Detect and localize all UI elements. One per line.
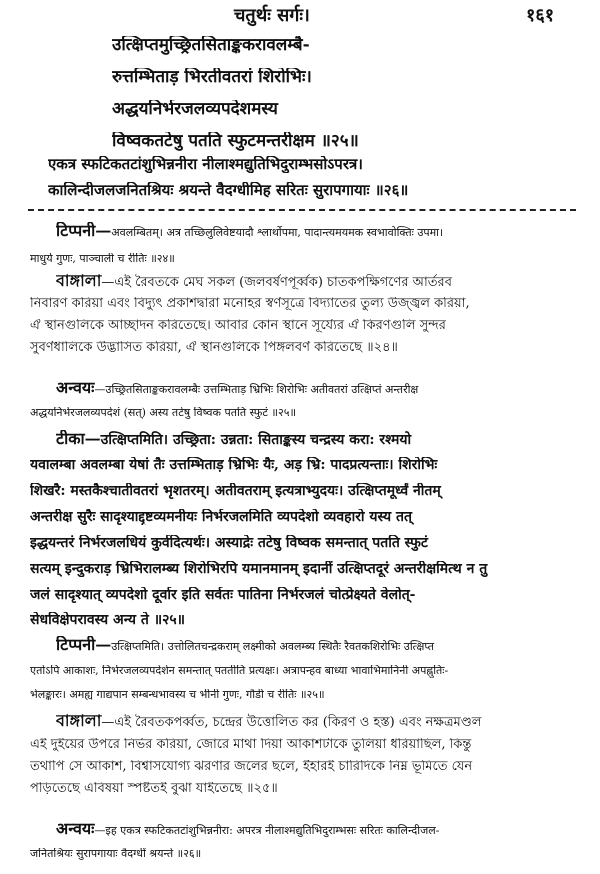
page-header	[0, 4, 600, 32]
anvaya-label: अन्वयः	[56, 379, 95, 397]
tika-line	[56, 430, 596, 448]
tippani-line	[56, 222, 596, 240]
bangla-line: সুবর্ণধালিকে উদ্ভাসিত করিয়া, ঐ স্থানগুলিকে পিঙ্গলবর্ণ করিতেছে ॥২৪॥	[30, 341, 398, 355]
page-number: १६१	[526, 5, 555, 26]
anvaya-line	[56, 820, 596, 838]
tika-line: अन्तरीक्ष सुरैः सादृश्याद्दृष्टव्यमनीयः निर्भरजलमिति व्यपदेशो व्यवहारो यस्य तत्	[30, 509, 412, 525]
bangla-line: পড়িতেছে এবিষয়া স্পষ্টতই বুঝা যাইতেছে ॥২৫॥	[30, 782, 278, 796]
bangla-label: বাঙ্গালা	[56, 712, 102, 730]
chapter-title: चतुर्थः सर्गः।	[234, 5, 310, 26]
verse-line: उत्क्षिप्तमुच्छ्रितसिताङ्ककरावलम्बै-	[112, 36, 310, 55]
bangla-line	[56, 712, 596, 731]
tippani-line: एतोऽपि आकाशः, निर्भरजलव्यपदेशेन समन्तात् पततीति प्रत्यक्षः। अत्रापन्हव बाध्या भावाभिमानिनी अपह्नुतिः-	[30, 665, 449, 677]
tika-line: जलं सादृश्यात् व्यपदेशो दूर्वार इति सर्वतः पातिना निर्भरजलं चोत्प्रेक्ष्यते वेलोत्-	[30, 587, 416, 603]
anvaya-line	[56, 379, 596, 397]
tika-line: यवालम्बा अवलम्बा येषां तैः उत्तम्भिताड़ भ्रिभिः यैः, अड़ भ्रि: पादप्रत्यन्ताः। शिरोभिः	[30, 457, 438, 473]
bangla-line: নিবারণ করিয়া এবং বিদ্যুৎ প্রকাশদ্বারা মনোহর স্বর্ণসূত্রে বিদ্যাতের তুল্য উজ্জ্বল করিয়া,	[30, 297, 470, 311]
bangla-text: —এই রৈবতকে মেঘ সকল (জলবর্ষণপূর্ব্বক) চাতকপক্ষিগণের আর্তরব	[101, 275, 452, 290]
bangla-line: ঐ স্থানগুলিকে আচ্ছাদন করিতেছে। আবার কোন স্থানে সূর্য্যের ঐ কিরণগুলি সুন্দর	[30, 319, 446, 333]
tippani-line: भेलङ्कारः। अमह्य गाद्यपान सम्बन्धभावस्य च भीनी गुणः, गौडी च रीतिः ॥२५॥	[30, 689, 325, 701]
bangla-label: বাঙ্গালা	[56, 272, 102, 290]
tika-label: टीका—	[56, 430, 101, 448]
tika-line: इद्धयन्तरं निर्भरजलधियं कुर्वदित्यर्थः। अस्याद्रेः तटेषु विष्वक समन्तात् पतति स्फुटं	[30, 535, 428, 551]
tika-line: सेधविक्षेपरावस्य अन्य ते ॥२५॥	[30, 612, 186, 628]
tippani-text: अवलम्बितम्। अत्र तच्छिलुलिवेष्टयादौ श्लार्थोपमा, पादान्त्यमयमक स्वभावोक्तिः उपमा।	[111, 226, 444, 239]
tippani-line	[56, 636, 596, 654]
tippani-label: टिप्पनी—	[56, 636, 112, 654]
tippani-text: उत्क्षिप्तमिति। उत्तोलितचन्द्रकराम् लक्ष्मीको अवलम्ब्य स्थितैः रैवतकशिरोभिः उत्क्षिप्त	[111, 640, 435, 653]
verse-line: अद्धयनिर्भरजलव्यपदेशमस्य	[112, 100, 278, 119]
verse-line: विष्वकतटेषु पतति स्फुटमन्तरीक्षम ॥२५॥	[112, 132, 359, 151]
verse-line: कालिन्दीजलजनितश्रियः श्रयन्ते वैदग्धीमिह सरितः सुरापगायाः ॥२६॥	[48, 182, 409, 199]
bangla-line: এই দুইয়ের উপরে নির্ভর করিয়া, জোরে মাথা দিয়া আকাশটাকে তুলিয়া ধরিয়াছিল, কিন্তু	[30, 738, 472, 752]
section-divider	[28, 209, 576, 211]
bangla-line: তথাপি সে আকাশ, বিশ্বাসযোগ্য ঝরণার জলের ছলে, ইঁহারই চারিদিকে নিম্ন ভূমিতে যেন	[30, 760, 473, 774]
bangla-line	[56, 272, 596, 291]
anvaya-line: अद्धयनिर्भरजलव्यपदेशं (सत्) अस्य तटेषु विष्वक पतति स्फुटं ॥२५॥	[30, 407, 297, 419]
bangla-text: —এই রৈবতকপর্ব্বত, চন্দ্রের উত্তোলিত কর (কিরণ ও হস্ত) এবং নক্ষত্রমণ্ডল	[101, 715, 482, 730]
anvaya-text: —उच्छ्रितसिताङ्ककरावलम्बैः उत्तम्भिताड़ भ्रिभिः शिरोभिः अतीवतरां उत्क्षिप्तं अन्तरीक्ष	[94, 383, 419, 396]
tippani-label: टिप्पनी—	[56, 222, 112, 240]
verse-line: रुत्तम्भिताड़ भिरतीवतरां शिरोभिः।	[112, 68, 312, 87]
tika-text: उत्क्षिप्तमिति। उच्छ्रिता: उन्नता: सिताङ्कस्य चन्द्रस्य करा: रश्मयो	[100, 432, 412, 448]
tippani-line: माधुर्य गुणः, पाञ्चाली च रीतिः ॥२४॥	[30, 253, 175, 265]
verse-line: एकत्र स्फटिकतटांशुभिन्ननीरा नीलाश्मद्युतिभिदुराम्भसोऽपरत्र।	[48, 156, 363, 173]
anvaya-text: —इह एकत्र स्फटिकतटांशुभिन्ननीरा: अपरत्र नीलाश्मद्युतिभिदुराम्भसः सरितः कालिन्दीजल-	[94, 824, 440, 837]
anvaya-line: जनितश्रियः सुरापगायाः वैदग्धीं श्रयन्ते ॥२६॥	[30, 848, 202, 860]
tika-line: शिखरै: मस्तकैश्चातीवतरां भृशतरम्। अतीवतराम् इत्यत्राभ्युदयः। उत्क्षिप्तमूर्ध्वं नीतम्	[30, 483, 441, 499]
tika-line: सत्यम् इन्दुकराड़ भ्रिभिरालम्ब्य शिरोभिरपि यमानमानम् इदानीं उत्क्षिप्तदूरं अन्तरीक्षमित्थ न तु	[30, 561, 488, 577]
anvaya-label: अन्वयः	[56, 820, 95, 838]
